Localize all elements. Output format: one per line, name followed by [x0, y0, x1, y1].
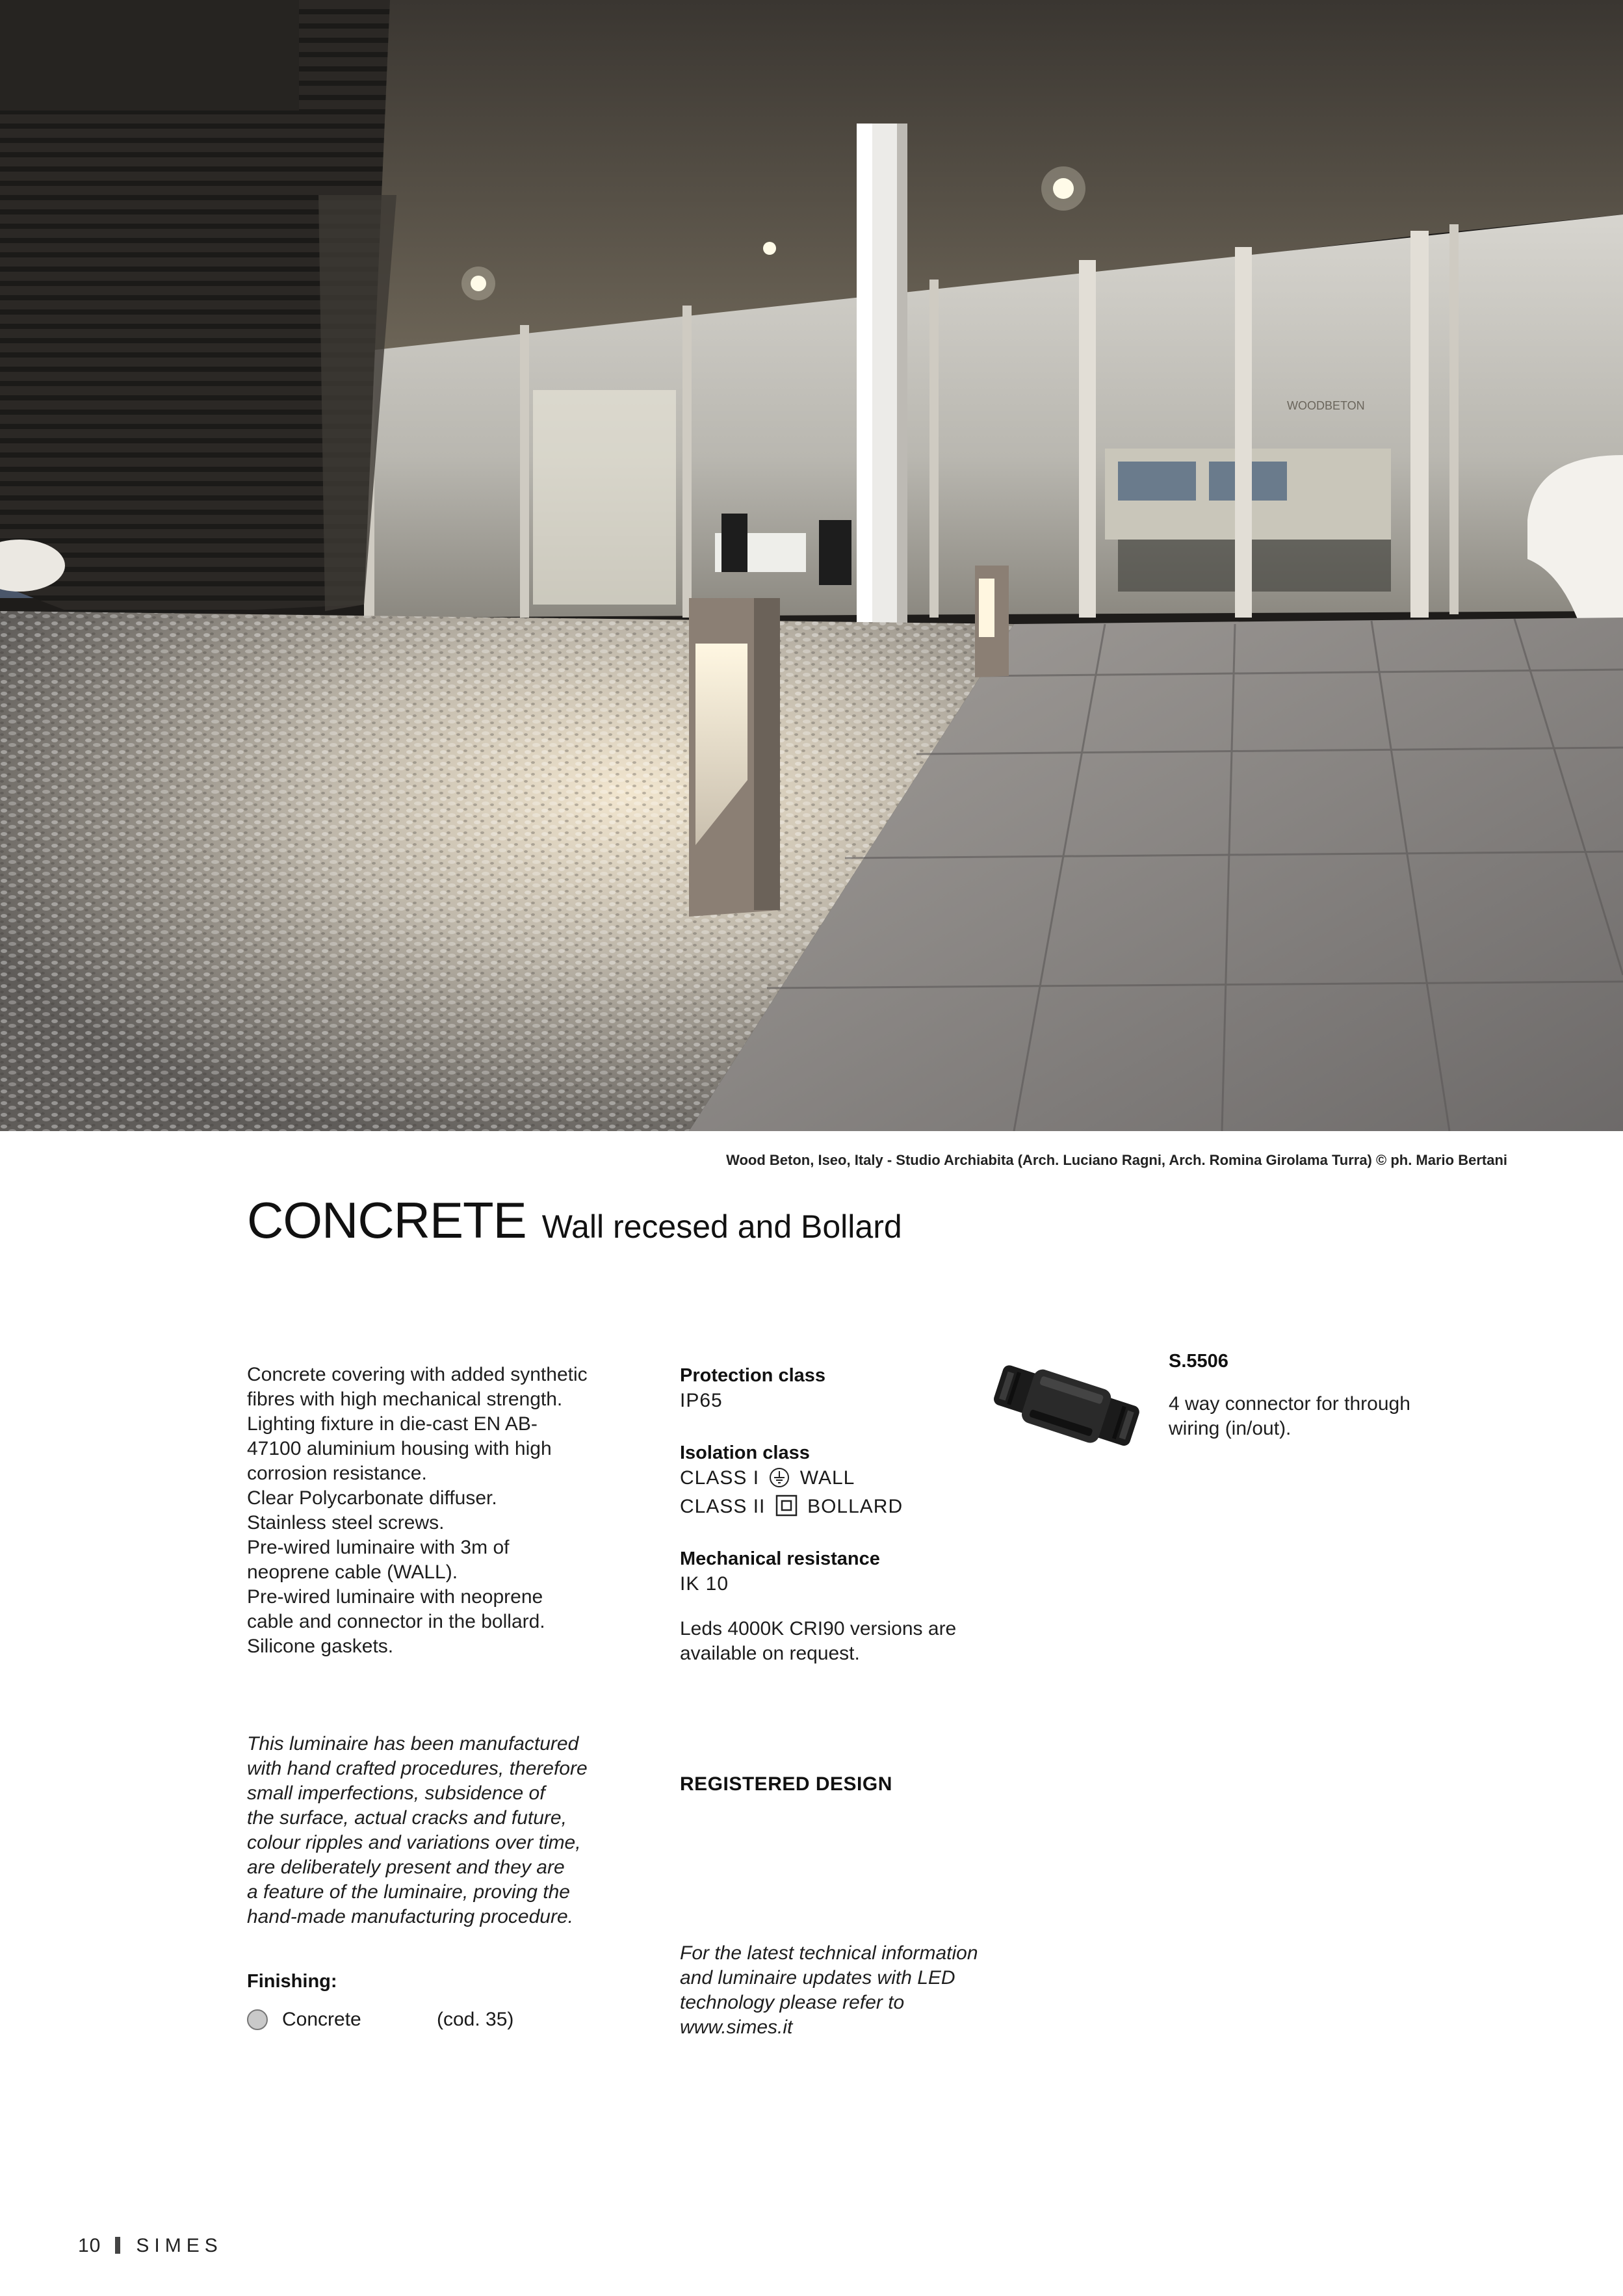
- isolation-class-label: Isolation class: [680, 1442, 810, 1463]
- accessory-description: [1169, 1392, 1468, 1441]
- class2-use: BOLLARD: [807, 1496, 903, 1517]
- description-line: fibres with high mechanical strength.: [247, 1389, 563, 1410]
- specifications: [680, 1365, 1018, 1666]
- bollard-near: [689, 598, 780, 917]
- description-line: 47100 aluminium housing with high: [247, 1438, 552, 1459]
- class1-use: WALL: [799, 1467, 855, 1489]
- description-line: corrosion resistance.: [247, 1463, 427, 1484]
- note-line: This luminaire has been manufactured: [247, 1733, 579, 1755]
- product-description: [247, 1363, 611, 1659]
- registered-design: REGISTERED DESIGN: [680, 1773, 892, 1795]
- photo-caption: Wood Beton, Iseo, Italy - Studio Archiabita (Arch. Luciano Ragni, Arch. Romina Girolama Turra) © ph. Mario Bertani: [726, 1152, 1507, 1168]
- finishing-option: [247, 2009, 611, 2031]
- bollard-far: [975, 566, 1009, 677]
- note-line: the surface, actual cracks and future,: [247, 1807, 567, 1829]
- concrete-swatch-icon: [247, 2009, 268, 2030]
- handcraft-note: [247, 1732, 611, 1929]
- note-line: are deliberately present and they are: [247, 1857, 565, 1878]
- description-line: Pre-wired luminaire with neoprene: [247, 1586, 543, 1608]
- description-line: Stainless steel screws.: [247, 1512, 445, 1533]
- finishing-label: Finishing:: [247, 1971, 337, 1992]
- leds-note: [680, 1617, 1018, 1666]
- website-link[interactable]: www.simes.it: [680, 2016, 793, 2038]
- protection-class-label: Protection class: [680, 1365, 826, 1386]
- double-insulation-icon: [775, 1494, 798, 1517]
- accessory-line: wiring (in/out).: [1169, 1418, 1292, 1439]
- page-number: 10: [78, 2235, 101, 2256]
- info-line: For the latest technical information: [680, 1942, 978, 1964]
- latest-info-note: [680, 1941, 1018, 2040]
- isolation-class-1: [680, 1464, 1018, 1493]
- hero-photo: [0, 0, 1623, 1131]
- accessory: [1169, 1351, 1468, 1441]
- product-name: CONCRETE: [247, 1192, 526, 1249]
- description-line: Lighting fixture in die-cast EN AB-: [247, 1413, 538, 1435]
- description-line: Silicone gaskets.: [247, 1636, 394, 1657]
- info-line: technology please refer to: [680, 1992, 905, 2013]
- footer-divider: [115, 2237, 120, 2254]
- connector-icon: [988, 1352, 1144, 1463]
- earth-ground-icon: [769, 1467, 790, 1488]
- mechanical-resistance-label: Mechanical resistance: [680, 1548, 880, 1569]
- description-line: Pre-wired luminaire with 3m of: [247, 1537, 510, 1558]
- description-line: Clear Polycarbonate diffuser.: [247, 1487, 497, 1509]
- description-line: neoprene cable (WALL).: [247, 1561, 458, 1583]
- info-line: and luminaire updates with LED: [680, 1967, 955, 1989]
- facade-sign: WOODBETON: [1287, 399, 1365, 412]
- finishing-name: Concrete: [282, 2009, 361, 2030]
- accessory-code: S.5506: [1169, 1351, 1228, 1372]
- protection-class-value: IP65: [680, 1390, 723, 1411]
- page-title: [247, 1191, 902, 1250]
- leds-note-line: Leds 4000K CRI90 versions are: [680, 1618, 957, 1639]
- leds-note-line: available on request.: [680, 1643, 860, 1664]
- description-line: Concrete covering with added synthetic: [247, 1364, 588, 1385]
- product-subtitle: Wall recesed and Bollard: [541, 1208, 902, 1245]
- finishing-code: (cod. 35): [437, 2009, 514, 2030]
- note-line: a feature of the luminaire, proving the: [247, 1881, 570, 1903]
- isolation-class-2: [680, 1493, 1018, 1521]
- accessory-line: 4 way connector for through: [1169, 1393, 1410, 1415]
- connector-image: [988, 1352, 1144, 1463]
- building-night-scene: [0, 0, 1623, 1131]
- page-footer: [78, 2235, 223, 2257]
- description-line: cable and connector in the bollard.: [247, 1611, 545, 1632]
- note-line: small imperfections, subsidence of: [247, 1782, 545, 1804]
- note-line: hand-made manufacturing procedure.: [247, 1906, 573, 1927]
- class2-text: CLASS II: [680, 1496, 766, 1517]
- class1-text: CLASS I: [680, 1467, 760, 1489]
- note-line: with hand crafted procedures, therefore: [247, 1758, 588, 1779]
- note-line: colour ripples and variations over time,: [247, 1832, 581, 1853]
- mechanical-resistance-value: IK 10: [680, 1573, 729, 1595]
- brand-name: SIMES: [136, 2235, 223, 2256]
